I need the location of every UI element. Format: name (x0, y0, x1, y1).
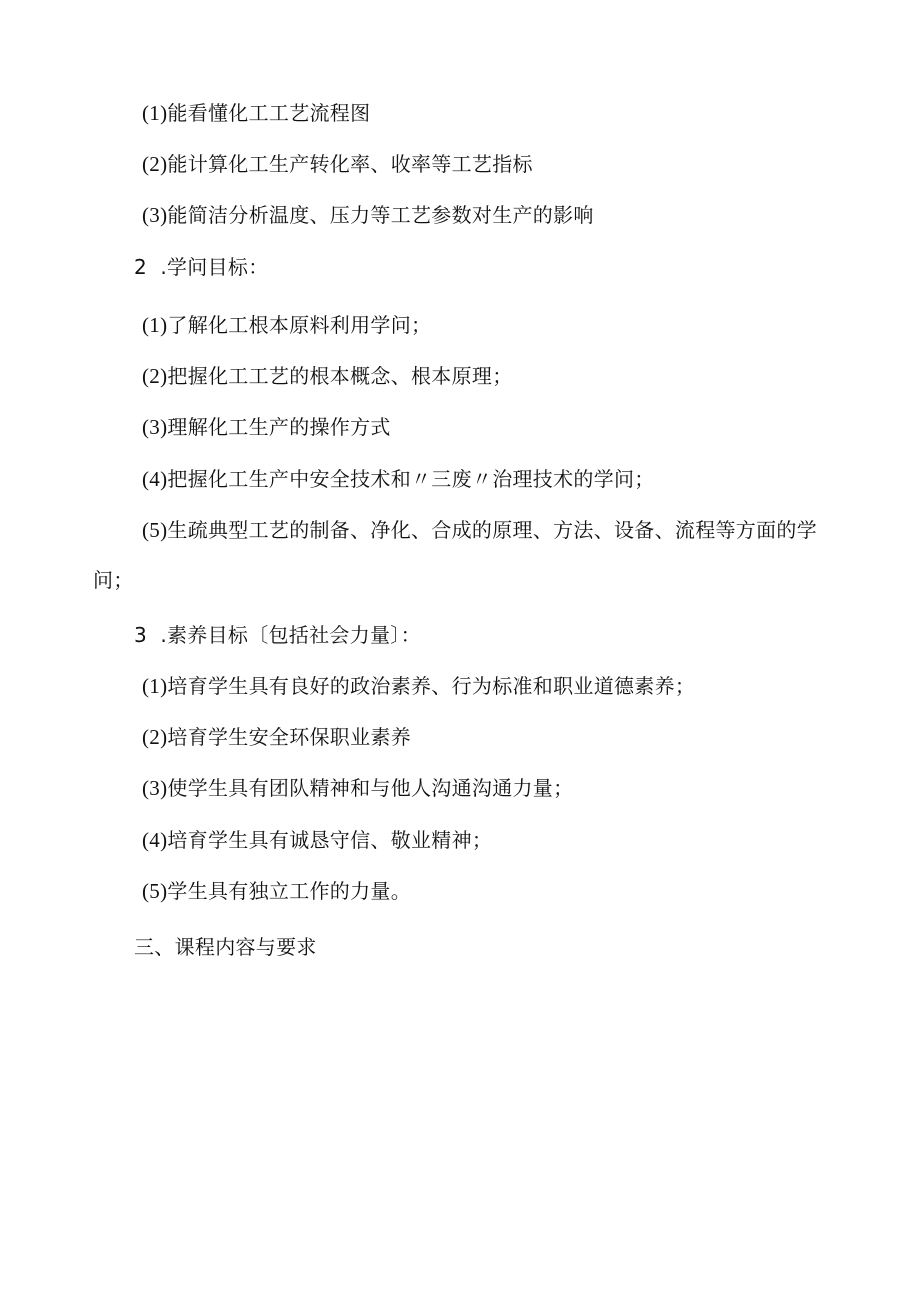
item-text: 使学生具有团队精神和与他人沟通沟通力量； (167, 776, 574, 800)
item-text: 培育学生具有良好的政治素养、行为标准和职业道德素养； (167, 674, 696, 698)
quality-item-1 (142, 673, 695, 699)
skill-item-1 (142, 100, 370, 126)
item-text: 能计算化工生产转化率、收率等工艺指标 (167, 152, 533, 176)
item-text: 把握化工工艺的根本概念、根本原理； (167, 364, 513, 388)
item-text: 了解化工根本原料利用学问； (167, 313, 432, 337)
quality-item-2 (142, 724, 411, 750)
item-number: (2) (142, 725, 168, 749)
item-number: (4) (142, 467, 168, 491)
knowledge-item-2 (142, 363, 513, 389)
item-number: (1) (142, 101, 168, 125)
item-number: (2) (142, 152, 168, 176)
item-number: (3) (142, 203, 168, 227)
skill-item-2 (142, 151, 533, 177)
knowledge-item-5-continuation: 问； (93, 568, 134, 592)
knowledge-item-3 (142, 414, 391, 440)
item-number: (5) (142, 879, 168, 903)
item-text: 能看懂化工工艺流程图 (167, 101, 371, 125)
item-text: 能简洁分析温度、压力等工艺参数对生产的影响 (167, 203, 594, 227)
skill-item-3 (142, 202, 594, 228)
knowledge-item-1 (142, 312, 431, 338)
item-number: (3) (142, 776, 168, 800)
quality-item-5 (142, 878, 411, 904)
item-number: (1) (142, 674, 168, 698)
item-text: 生疏典型工艺的制备、净化、合成的原理、方法、设备、流程等方面的学 (167, 518, 817, 542)
item-number: (3) (142, 415, 168, 439)
knowledge-heading: 2 .学问目标： (134, 255, 269, 279)
item-number: (1) (142, 313, 168, 337)
quality-item-4 (142, 827, 492, 853)
quality-heading: 3 .素养目标〔包括社会力量〕： (134, 623, 421, 647)
item-text: 理解化工生产的操作方式 (167, 415, 391, 439)
item-number: (5) (142, 518, 168, 542)
item-text: 培育学生安全环保职业素养 (167, 725, 411, 749)
item-text: 学生具有独立工作的力量。 (167, 879, 411, 903)
item-number: (4) (142, 828, 168, 852)
item-text: 把握化工生产中安全技术和〃三废〃治理技术的学问； (167, 467, 655, 491)
item-text: 培育学生具有诚恳守信、敬业精神； (167, 828, 493, 852)
item-number: (2) (142, 364, 168, 388)
section-heading: 三、课程内容与要求 (134, 935, 317, 959)
knowledge-item-5 (142, 517, 817, 543)
quality-item-3 (142, 775, 573, 801)
knowledge-item-4 (142, 466, 655, 492)
